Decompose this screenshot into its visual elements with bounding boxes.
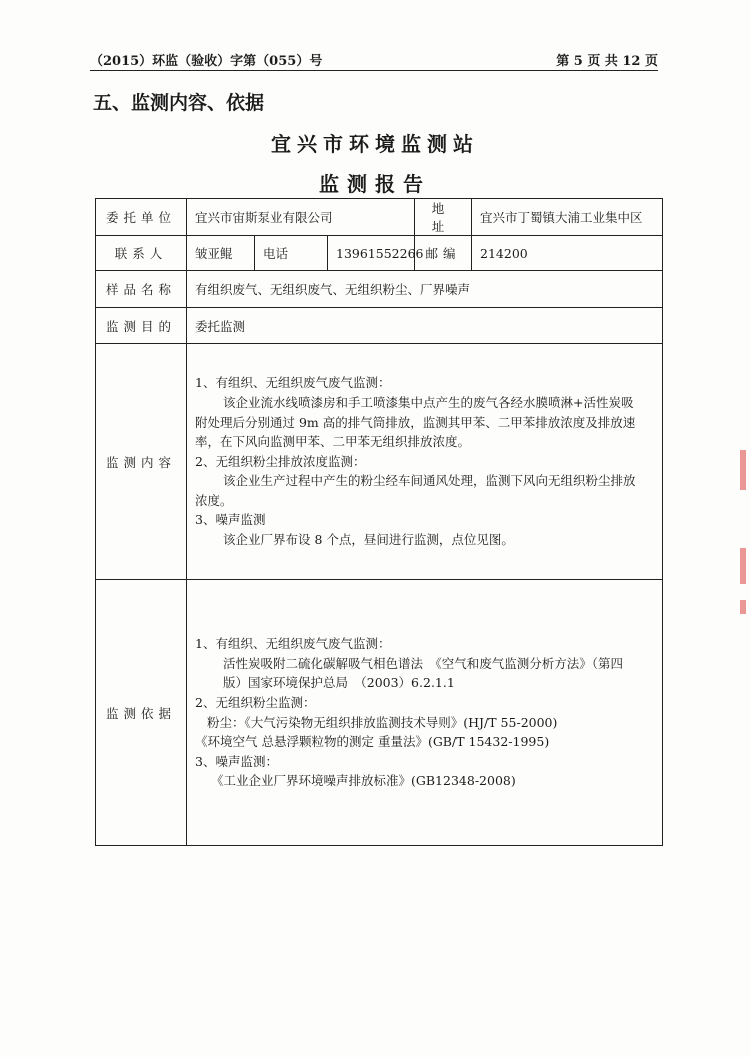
sample-label: 样品名称 xyxy=(96,271,187,308)
basis-line: 粉尘：《大气污染物无组织排放监测技术导则》(HJ/T 55-2000) xyxy=(207,714,558,730)
client-label: 委托单位 xyxy=(96,199,187,236)
basis-line: 1、有组织、无组织废气废气监测： xyxy=(195,636,391,652)
purpose-label: 监测目的 xyxy=(96,308,187,344)
basis-body xyxy=(187,580,663,846)
content-line: 附处理后分别通过 9m 高的排气筒排放，监测其甲苯、二甲苯排放浓度及排放速 xyxy=(195,414,636,430)
basis-line: 版）国家环境保护总局 （2003）6.2.1.1 xyxy=(223,675,455,691)
document-number: （2015）环监（验收）字第（055）号 xyxy=(90,54,323,69)
purpose-row xyxy=(96,308,663,344)
margin-stamp-mark xyxy=(740,548,746,584)
margin-stamp-mark xyxy=(740,450,746,490)
basis-line: 《工业企业厂界环境噪声排放标准》(GB12348-2008) xyxy=(211,773,516,789)
purpose-value: 委托监测 xyxy=(187,308,663,344)
client-value: 宜兴市宙斯泵业有限公司 xyxy=(187,199,415,236)
page-info: 第 5 页 共 12 页 xyxy=(556,54,658,69)
content-line: 1、有组织、无组织废气废气监测： xyxy=(195,375,391,391)
content-line: 2、无组织粉尘排放浓度监测： xyxy=(195,453,366,469)
station-title: 宜兴市环境监测站 xyxy=(271,132,479,156)
margin-stamp-mark xyxy=(740,600,746,614)
content-line: 浓度。 xyxy=(195,492,233,508)
content-line: 该企业厂界布设 8 个点，昼间进行监测，点位见图。 xyxy=(223,532,514,548)
document-header xyxy=(90,50,658,69)
content-line: 率，在下风向监测甲苯、二甲苯无组织排放浓度。 xyxy=(195,434,471,450)
postcode-label: 邮编 xyxy=(415,236,472,271)
address-value: 宜兴市丁蜀镇大浦工业集中区 xyxy=(472,199,663,236)
report-table xyxy=(95,198,663,846)
basis-row xyxy=(96,580,663,846)
phone-value: 13961552266 xyxy=(328,236,415,271)
content-body xyxy=(187,344,663,580)
report-title: 监测报告 xyxy=(319,172,431,196)
content-label: 监测内容 xyxy=(96,344,187,580)
content-line: 3、噪声监测 xyxy=(195,512,266,528)
client-row xyxy=(96,199,663,236)
contact-value: 皱亚鲲 xyxy=(187,236,255,271)
basis-line: 活性炭吸附二硫化碳解吸气相色谱法 《空气和废气监测分析方法》（第四 xyxy=(223,655,624,671)
content-line: 该企业流水线喷漆房和手工喷漆集中点产生的废气各经水膜喷淋+活性炭吸 xyxy=(223,394,634,410)
address-label: 地址 xyxy=(415,199,472,236)
contact-label: 联系人 xyxy=(96,236,187,271)
sample-row xyxy=(96,271,663,308)
content-row xyxy=(96,344,663,580)
content-line: 该企业生产过程中产生的粉尘经车间通风处理，监测下风向无组织粉尘排放 xyxy=(223,473,636,489)
section-heading: 五、监测内容、依据 xyxy=(93,92,265,114)
basis-line: 《环境空气 总悬浮颗粒物的测定 重量法》(GB/T 15432-1995) xyxy=(195,734,550,750)
basis-line: 2、无组织粉尘监测： xyxy=(195,694,316,710)
phone-label: 电话 xyxy=(255,236,328,271)
header-divider xyxy=(90,70,658,71)
basis-line: 3、噪声监测： xyxy=(195,753,278,769)
postcode-value: 214200 xyxy=(472,236,663,271)
sample-value: 有组织废气、无组织废气、无组织粉尘、厂界噪声 xyxy=(187,271,663,308)
basis-label: 监测依据 xyxy=(96,580,187,846)
contact-row xyxy=(96,236,663,271)
